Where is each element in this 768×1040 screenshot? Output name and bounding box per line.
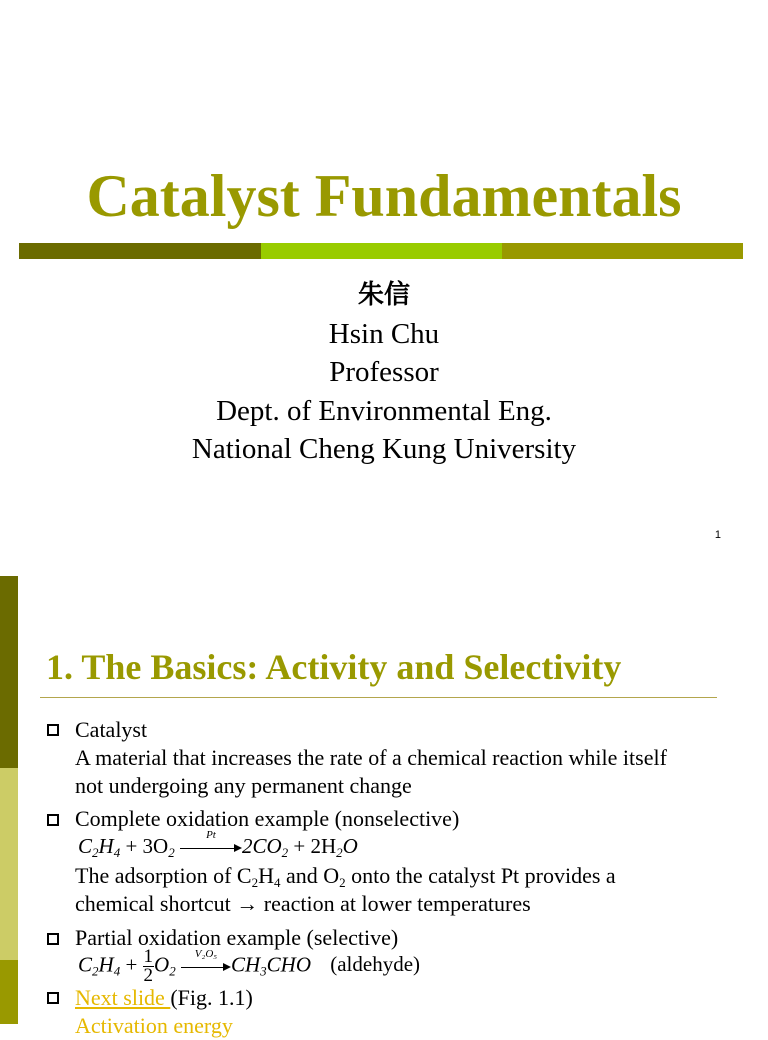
author-position: Professor [329, 356, 439, 388]
bullet-icon [47, 933, 59, 945]
catalyst-definition-1: A material that increases the rate of a chemical reaction while itself [75, 745, 667, 770]
section-title: 1. The Basics: Activity and Selectivity [46, 647, 622, 687]
author-block [0, 276, 768, 469]
bullet-complete-oxidation: Complete oxidation example (nonselective) [75, 806, 460, 831]
next-slide-link[interactable]: Next slide [75, 985, 171, 1010]
reaction-arrow-icon: Pt [180, 841, 242, 855]
catalyst-definition-2: not undergoing any permanent change [75, 773, 412, 798]
bullet-icon [47, 814, 59, 826]
sidebar-dark [0, 576, 18, 768]
author-name-cjk: 朱信 [357, 280, 410, 310]
adsorption-line-2: chemical shortcut → reaction at lower temperatures [75, 891, 531, 916]
next-slide-line: Next slide (Fig. 1.1) [75, 985, 253, 1010]
title-underline [40, 697, 717, 698]
bullet-icon [47, 992, 59, 1004]
sidebar-light [0, 768, 18, 960]
activation-energy-link[interactable]: Activation energy [75, 1013, 233, 1038]
title-bar-olive [502, 243, 743, 259]
bullet-partial-oxidation: Partial oxidation example (selective) [75, 925, 399, 950]
partial-oxidation-equation: $C_2H_4$ + $\frac{1}{2}$ $O_2$ V₂O₅ $CH_3CHO$ (aldehyde) [78, 946, 421, 986]
title-bar-dark [19, 243, 261, 259]
bullet-icon [47, 724, 59, 736]
author-university: National Cheng Kung University [191, 433, 577, 465]
sidebar-olive [0, 960, 18, 1024]
bullet-catalyst: Catalyst [75, 717, 148, 742]
complete-oxidation-equation: $C_2H_4 + 3O_2$ Pt $2CO_2 + 2H_2O$ [78, 829, 358, 860]
reaction-arrow-icon: V₂O₅ [181, 960, 231, 974]
author-name: Hsin Chu [328, 317, 440, 350]
title-bar-light [261, 243, 502, 259]
page-number: 1 [714, 529, 721, 541]
adsorption-line-1: The adsorption of $C_2H_4$ and $O_2$ onto the catalyst Pt provides a [75, 863, 616, 890]
author-department: Dept. of Environmental Eng. [216, 394, 552, 427]
slide-title: Catalyst Fundamentals [86, 163, 682, 229]
